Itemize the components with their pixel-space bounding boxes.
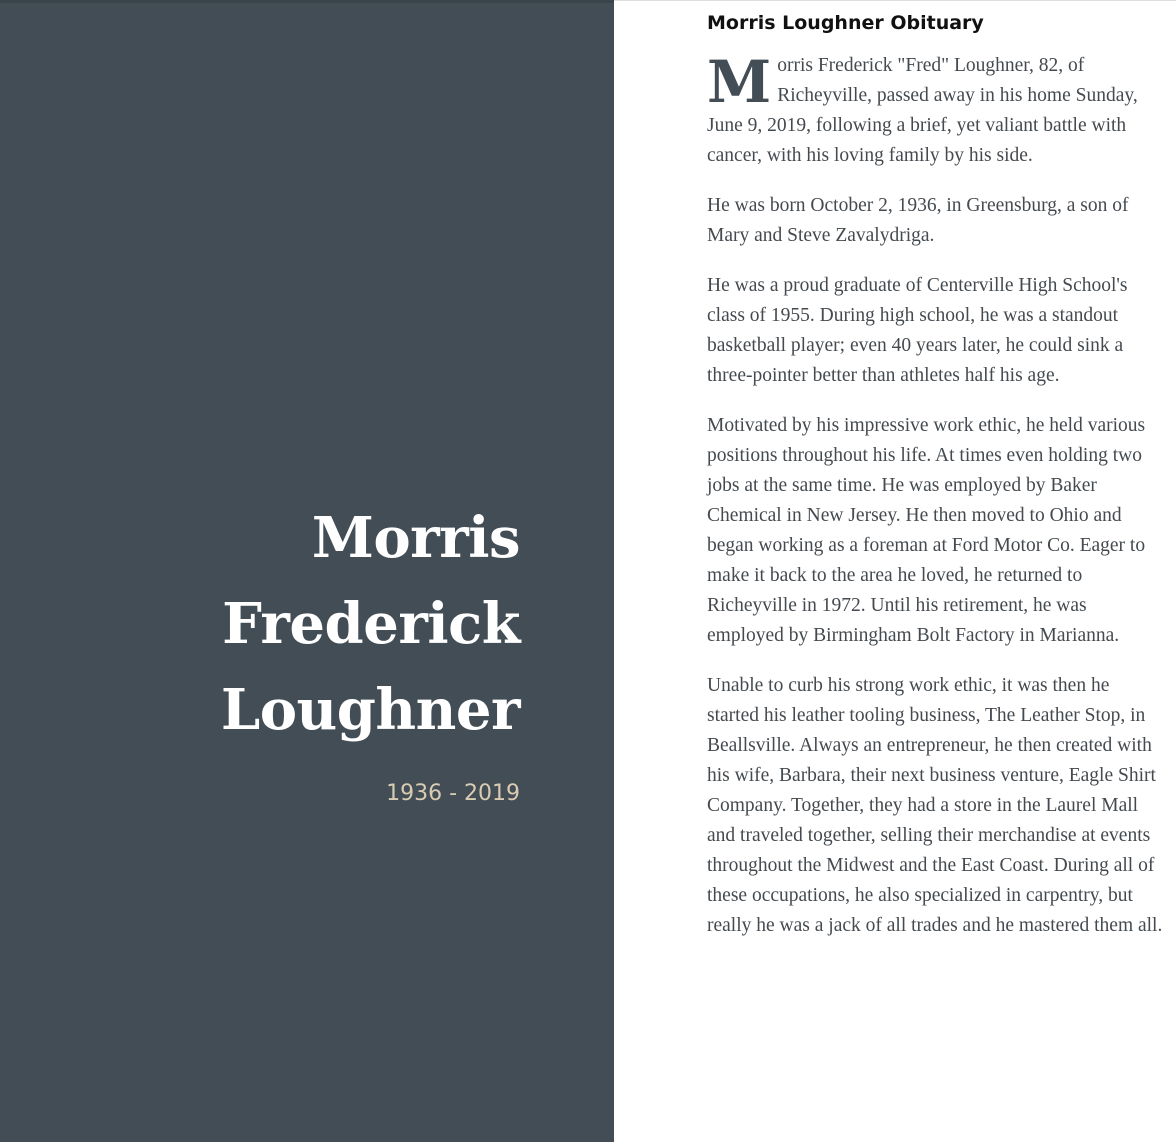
obituary-paragraph-4: Motivated by his impressive work ethic, he held various positions throughout his life. At times even holding two jobs at the same time. He was employed by Baker Chemical in New Jersey. He then moved to Ohio and began working as a foreman at Ford Motor Co. Eager to make it back to the area he loved, he returned to Richeyville in 1972. Until his retirement, he was employed by Birmingham Bolt Factory in Marianna.: [707, 415, 1146, 646]
obituary-paragraph-1: [707, 48, 1165, 171]
drop-cap: M: [707, 48, 772, 116]
obituary-paragraph-2: He was born October 2, 1936, in Greensburg, a son of Mary and Steve Zavalydriga.: [707, 195, 1129, 246]
obituary-paragraph-3: He was a proud graduate of Centerville High School's class of 1955. During high school, he was a standout basketball player; even 40 years later, he could sink a three-pointer better than athletes half his age.: [707, 275, 1128, 386]
obituary-panel: [614, 0, 1176, 1142]
obituary-paragraph-5: Unable to curb his strong work ethic, it was then he started his leather tooling business, The Leather Stop, in Beallsville. Always an entrepreneur, he then created with his wife, Barbara, their next business venture, Eagle Shirt Company. Together, they had a store in the Laurel Mall and traveled together, selling their merchandise at events throughout the Midwest and the East Coast. During all of these occupations, he also specialized in carpentry, but really he was a jack of all trades and he mastered them all.: [707, 675, 1163, 936]
obituary-content: [707, 9, 1165, 961]
obituary-heading: Morris Loughner Obituary: [707, 12, 984, 34]
deceased-name-line2: Loughner: [220, 677, 520, 743]
obituary-paragraph-1-text: orris Frederick "Fred" Loughner, 82, of Richeyville, passed away in his home Sunday, June 9, 2019, following a brief, yet valiant battle with cancer, with his loving family by his side.: [707, 55, 1138, 166]
hero-name-block: [0, 495, 520, 806]
life-dates: 1936 - 2019: [386, 781, 520, 806]
deceased-name-line1: Morris Frederick: [222, 505, 520, 657]
